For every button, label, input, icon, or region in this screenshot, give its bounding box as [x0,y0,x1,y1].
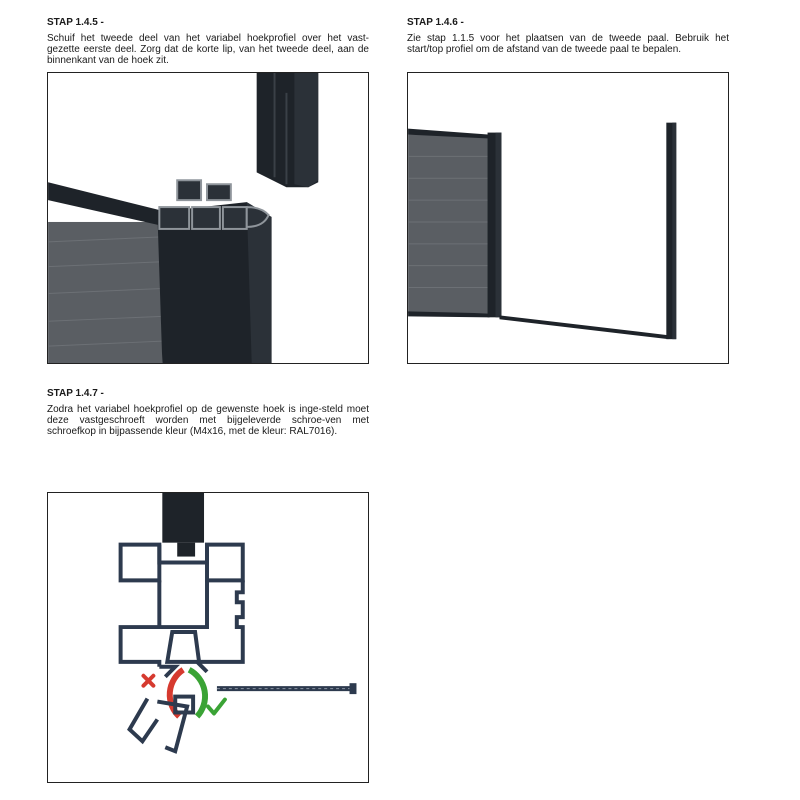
step-1-4-5 [47,17,369,66]
second-post-illustration [408,73,728,363]
start-top-profile [499,315,668,339]
corner-profile-illustration [48,73,368,363]
step-1-4-7 [47,388,369,437]
step-1-4-6 [407,17,729,55]
figure-step-1-4-7 [47,492,369,783]
figure-step-1-4-6 [407,72,729,364]
tilted-profile-piece [130,697,194,752]
step-title: STAP 1.4.5 - [47,17,104,28]
step-text: Schuif het tweede deel van het variabel hoekprofiel over het vast-gezette eerste deel. Zorg dat de korte lip, van het tweede deel, aan de binnenkant van de hoek zit. [47,33,369,66]
check-icon [208,700,225,714]
cross-icon [143,676,153,686]
post-stub [162,493,204,543]
fence-panel [408,135,489,314]
screw-fixing-illustration [48,493,368,782]
step-title: STAP 1.4.6 - [407,17,464,28]
figure-step-1-4-5 [47,72,369,364]
screw [217,684,356,694]
post-profile-top [159,180,268,229]
top-rail [48,182,167,227]
step-text: Zie stap 1.1.5 voor het plaatsen van de tweede paal. Bebruik het start/top profiel om de afstand van de tweede paal te bepalen. [407,33,729,55]
profile-cross-section [121,545,243,677]
step-title: STAP 1.4.7 - [47,388,104,399]
step-text: Zodra het variabel hoekprofiel op de gewenste hoek is inge-steld moet deze vastgeschroeft worden met bijgeleverde schroe-ven met schroefkop in bijpassende kleur (M4x16, met de kleur: RAL7016). [47,404,369,437]
